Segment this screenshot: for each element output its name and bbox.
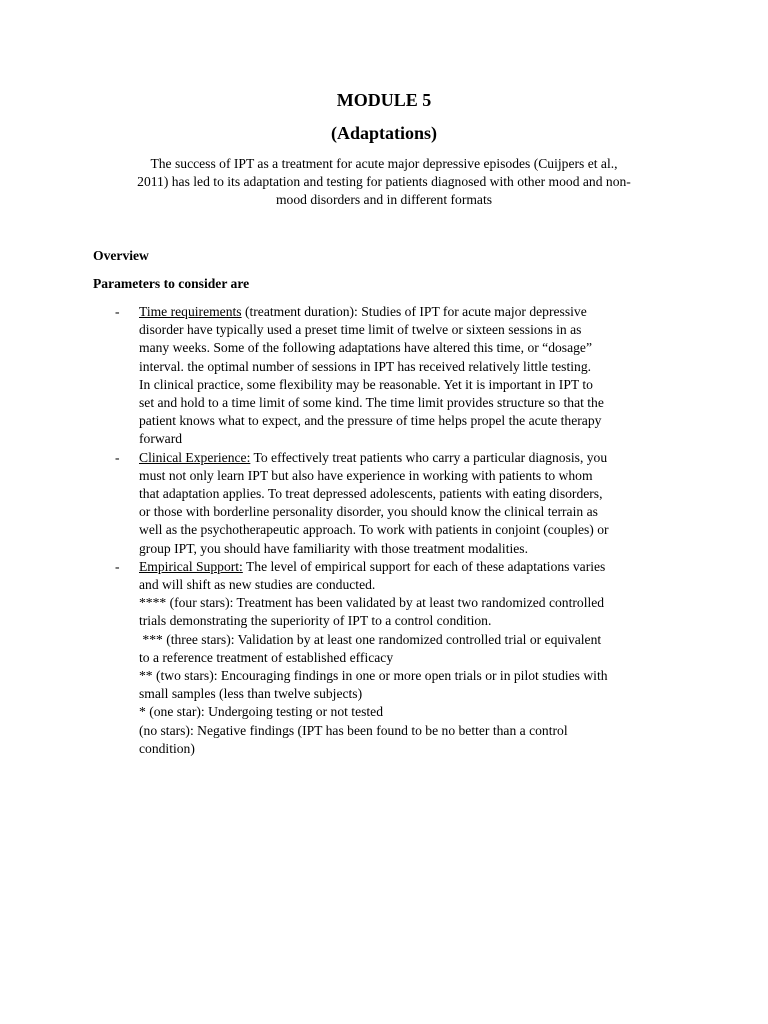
list-item-body	[139, 449, 675, 558]
list-item-line: patient knows what to expect, and the pressure of time helps propel the acute therapy	[139, 413, 602, 429]
list-item-line: many weeks. Some of the following adaptations have altered this time, or “dosage”	[139, 340, 592, 356]
rating-three-stars: *** (three stars): Validation by at least one randomized controlled trial or equivalent	[139, 631, 602, 647]
list-item-empirical-support	[0, 558, 768, 758]
parameters-heading: Parameters to consider are	[93, 276, 250, 291]
list-item-first-line	[139, 449, 675, 467]
list-item-line: forward	[139, 431, 183, 447]
list-item-line: that adaptation applies. To treat depressed adolescents, patients with eating disorders,	[139, 486, 603, 502]
rating-no-stars: (no stars): Negative findings (IPT has been found to be no better than a control	[139, 722, 568, 738]
list-item-line: interval. the optimal number of sessions in IPT has received relatively little testing.	[139, 358, 592, 374]
list-item-body	[139, 303, 675, 449]
term-time-requirements: Time requirements	[139, 304, 242, 319]
intro-line: mood disorders and in different formats	[275, 192, 493, 208]
list-item-line: small samples (less than twelve subjects)	[139, 686, 363, 702]
list-item-line: and will shift as new studies are conducted.	[139, 577, 376, 593]
rating-one-star: * (one star): Undergoing testing or not tested	[139, 704, 384, 720]
list-item-line: disorder have typically used a preset time limit of twelve or sixteen sessions in as	[139, 322, 582, 338]
module-subtitle: (Adaptations)	[330, 123, 437, 143]
list-item-line: condition)	[139, 740, 195, 756]
term-clinical-experience: Clinical Experience:	[139, 449, 251, 465]
intro-paragraph	[96, 155, 672, 210]
module-title: MODULE 5	[336, 90, 432, 110]
list-item-text: (treatment duration): Studies of IPT for acute major depressive	[241, 304, 587, 319]
list-item-line: or those with borderline personality disorder, you should know the clinical terrain as	[139, 504, 598, 520]
list-item-line: group IPT, you should have familiarity with those treatment modalities.	[139, 540, 528, 556]
list-item-line: well as the psychotherapeutic approach. To work with patients in conjoint (couples) or	[139, 522, 609, 538]
list-item-text: The level of empirical support for each of these adaptations varies	[242, 558, 606, 574]
parameters-list	[0, 303, 768, 758]
bullet-dash: -	[115, 304, 120, 319]
list-item-line: must not only learn IPT but also have experience in working with patients to whom	[139, 467, 593, 483]
list-item-line: trials demonstrating the superiority of IPT to a control condition.	[139, 613, 492, 629]
overview-heading: Overview	[93, 248, 149, 263]
list-item-first-line	[139, 558, 675, 576]
list-item-line: to a reference treatment of established efficacy	[139, 649, 394, 665]
list-item-clinical-experience	[0, 449, 768, 558]
term-empirical-support: Empirical Support:	[139, 558, 243, 574]
list-item-line: set and hold to a time limit of some kind. The time limit provides structure so that the	[139, 395, 604, 411]
list-item-text: To effectively treat patients who carry a particular diagnosis, you	[250, 449, 608, 465]
rating-two-stars: ** (two stars): Encouraging findings in one or more open trials or in pilot studies with	[139, 668, 608, 684]
bullet-dash: -	[115, 558, 120, 574]
intro-line: The success of IPT as a treatment for acute major depressive episodes (Cuijpers et al.,	[150, 156, 618, 171]
list-item-time-requirements	[0, 303, 768, 449]
intro-line: 2011) has led to its adaptation and testing for patients diagnosed with other mood and non-	[137, 174, 631, 190]
rating-four-stars: **** (four stars): Treatment has been validated by at least two randomized controlled	[139, 595, 605, 611]
bullet-dash: -	[115, 449, 120, 465]
list-item-first-line	[139, 303, 675, 321]
list-item-line: In clinical practice, some flexibility may be reasonable. Yet it is important in IPT to	[139, 376, 593, 392]
list-item-body	[139, 558, 675, 758]
